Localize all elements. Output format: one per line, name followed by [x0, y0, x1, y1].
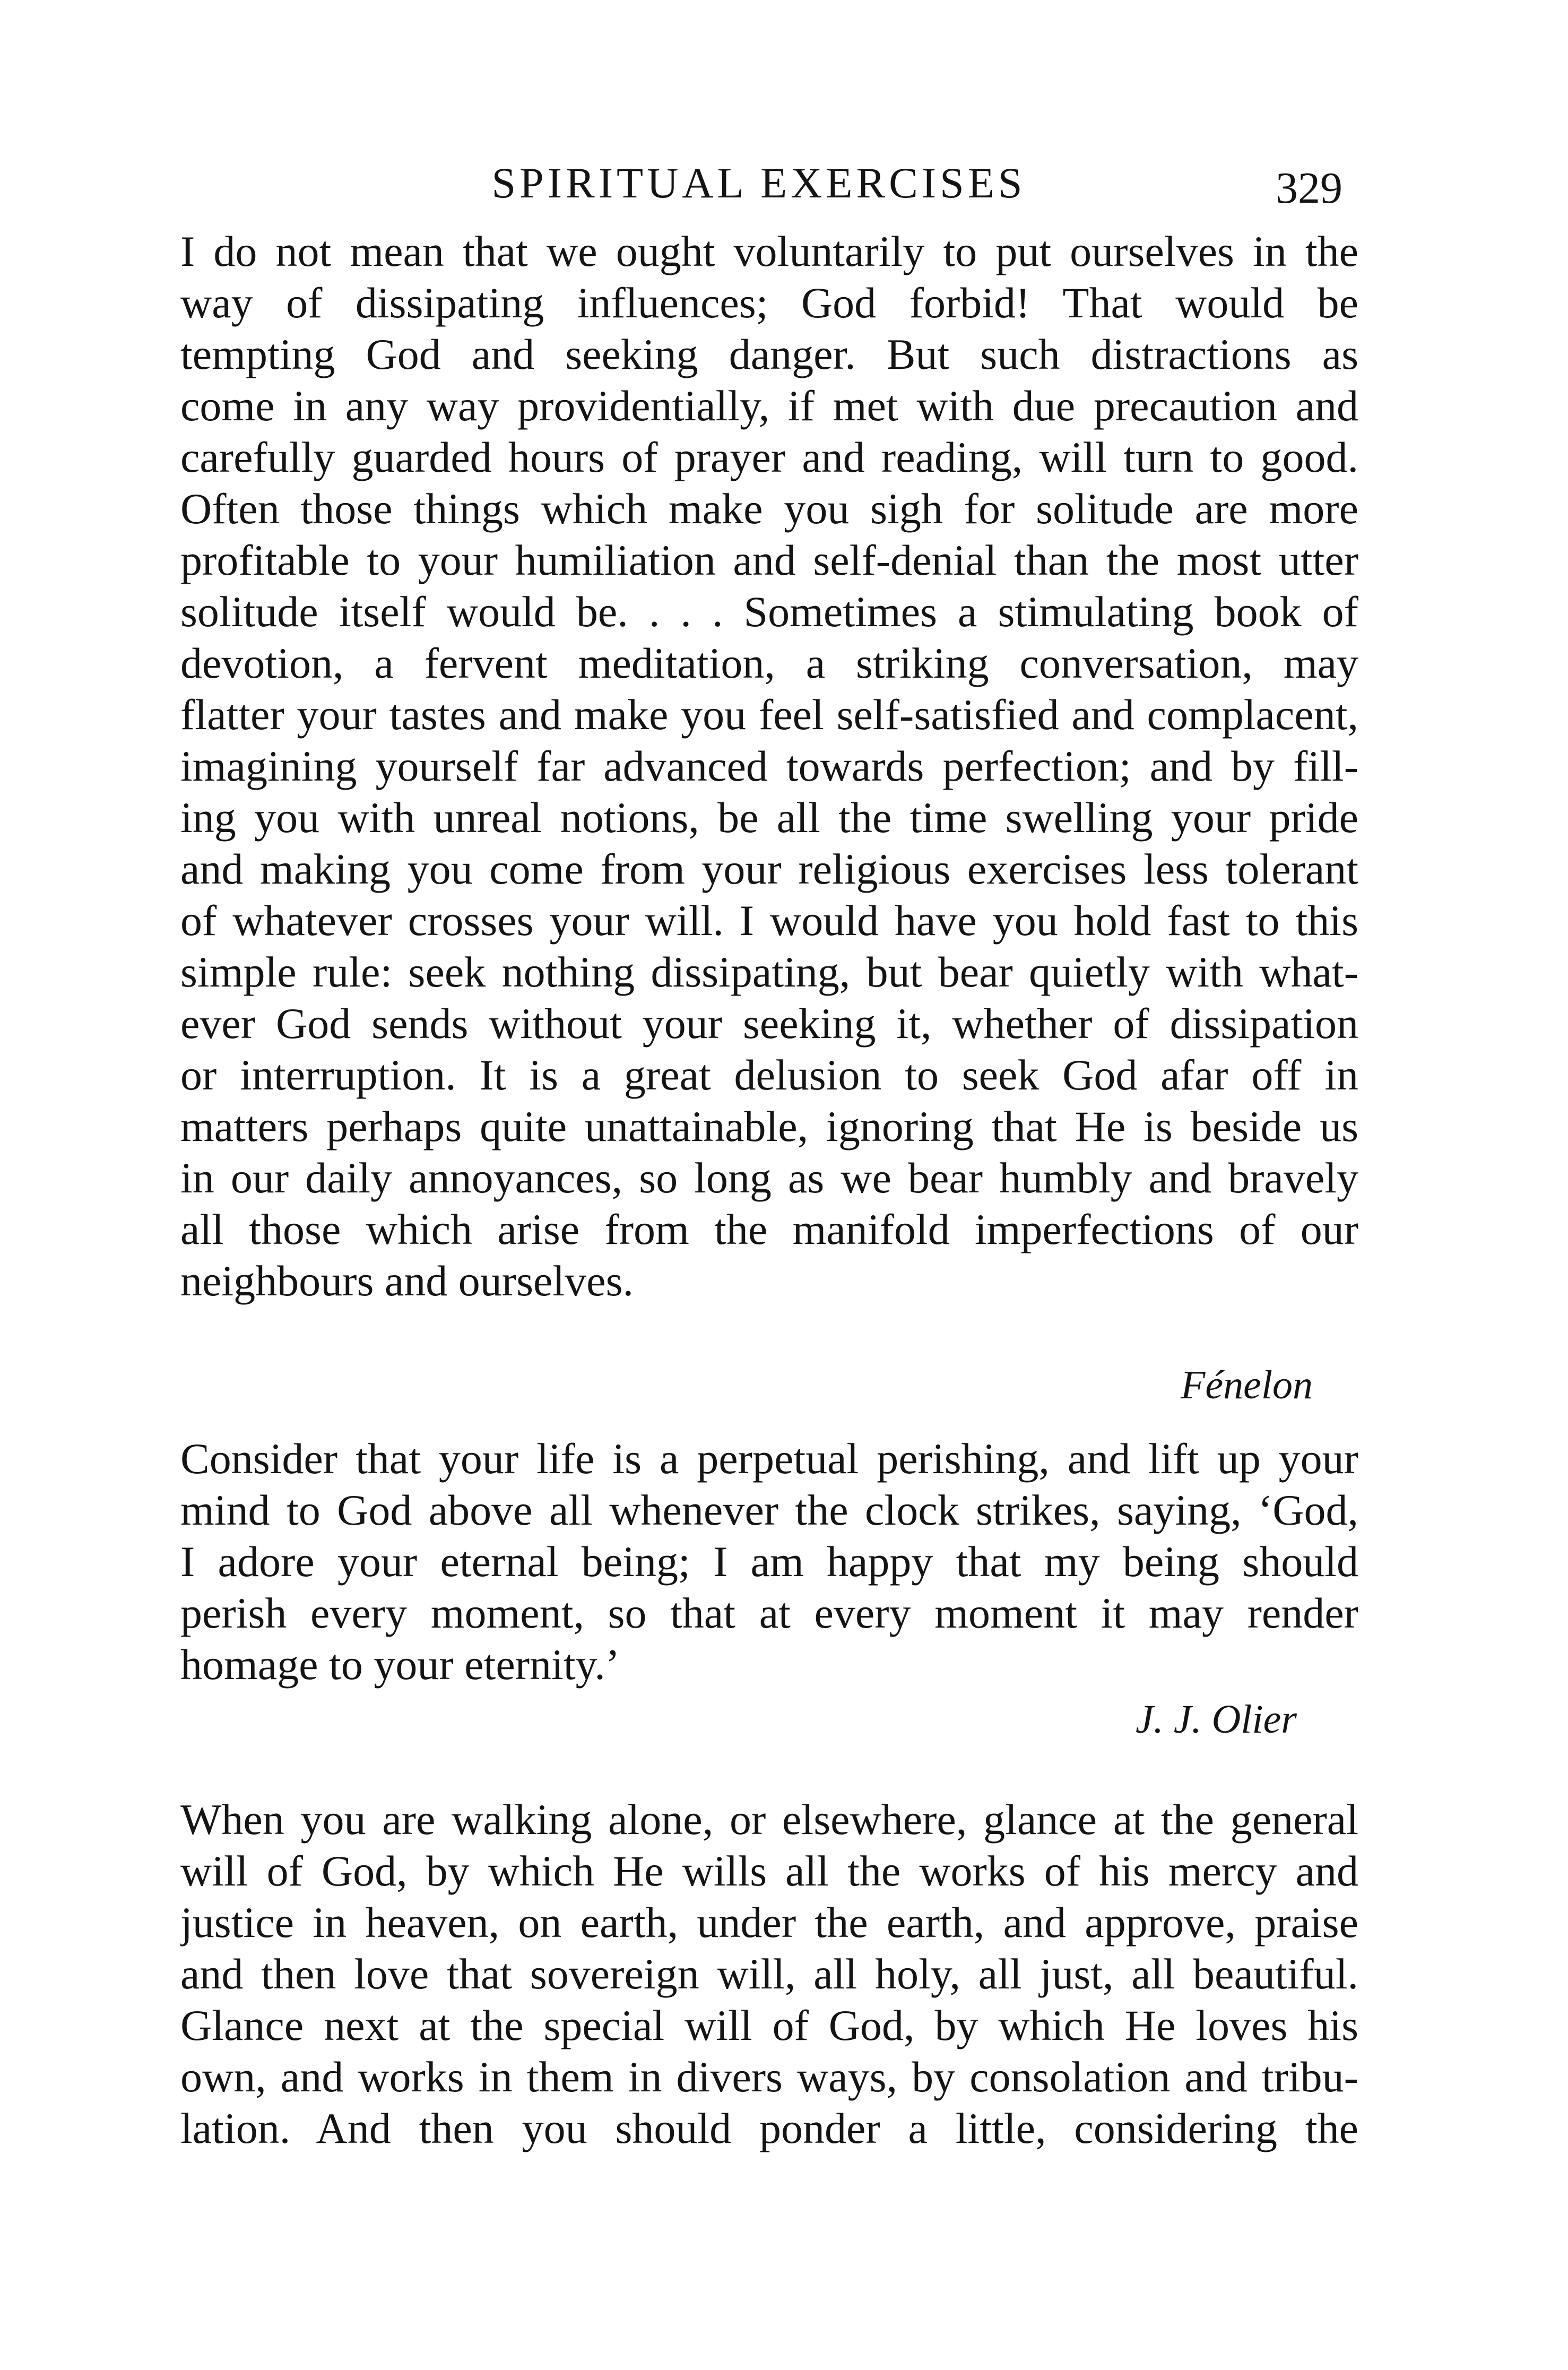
text-line: profitable to your humiliation and self-denial than the most utter	[180, 536, 1358, 584]
text-line: come in any way providentially, if met with due precaution and	[180, 382, 1358, 430]
text-line: When you are walking alone, or elsewhere, glance at the general	[180, 1795, 1358, 1844]
text-line: simple rule: seek nothing dissipating, but bear quietly with what-	[180, 948, 1358, 996]
text-line: Consider that your life is a perpetual perishing, and lift up your	[180, 1434, 1358, 1483]
text-line: will of God, by which He wills all the works of his mercy and	[180, 1847, 1358, 1895]
text-line: ing you with unreal notions, be all the time swelling your pride	[180, 793, 1358, 842]
passage-will-of-god	[180, 1794, 1358, 2154]
text-line: I adore your eternal being; I am happy that my being should	[180, 1537, 1358, 1586]
text-line: solitude itself would be. . . . Sometimes a stimulating book of	[180, 587, 1358, 636]
text-line: and then love that sovereign will, all holy, all just, all beautiful.	[180, 1950, 1358, 1998]
attribution-olier: J. J. Olier	[1136, 1697, 1297, 1742]
text-line: tempting God and seeking danger. But such distractions as	[180, 330, 1358, 378]
text-line: or interruption. It is a great delusion to seek God afar off in	[180, 1051, 1358, 1099]
text-line: lation. And then you should ponder a little, considering the	[180, 2104, 1358, 2152]
passage-olier	[180, 1433, 1358, 1690]
text-line: and making you come from your religious exercises less tolerant	[180, 845, 1358, 893]
passage-fenelon	[180, 226, 1358, 1307]
text-line: way of dissipating influences; God forbid! That would be	[180, 279, 1358, 327]
running-title: SPIRITUAL EXERCISES	[491, 159, 1026, 207]
text-line: matters perhaps quite unattainable, ignoring that He is beside us	[180, 1102, 1358, 1151]
text-line: carefully guarded hours of prayer and reading, will turn to good.	[180, 433, 1358, 481]
running-head	[180, 154, 1342, 213]
text-line: homage to your eternity.’	[180, 1640, 620, 1689]
text-line: Glance next at the special will of God, by which He loves his	[180, 2001, 1358, 2049]
text-line: neighbours and ourselves.	[180, 1257, 634, 1305]
text-line: devotion, a fervent meditation, a striking conversation, may	[180, 639, 1358, 687]
text-line: imagining yourself far advanced towards perfection; and by fill-	[180, 742, 1358, 790]
attribution-fenelon: Fénelon	[1181, 1363, 1313, 1407]
text-line: I do not mean that we ought voluntarily to put ourselves in the	[180, 227, 1358, 275]
text-line: mind to God above all whenever the clock strikes, saying, ‘God,	[180, 1486, 1358, 1534]
text-line: flatter your tastes and make you feel self-satisfied and complacent,	[180, 690, 1358, 739]
text-line: in our daily annoyances, so long as we bear humbly and bravely	[180, 1154, 1358, 1202]
text-line: own, and works in them in divers ways, by consolation and tribu-	[180, 2053, 1358, 2101]
text-line: perish every moment, so that at every moment it may render	[180, 1589, 1358, 1637]
text-line: ever God sends without your seeking it, whether of dissipation	[180, 999, 1358, 1048]
text-line: justice in heaven, on earth, under the earth, and approve, praise	[180, 1898, 1358, 1947]
text-line: all those which arise from the manifold imperfections of our	[180, 1205, 1358, 1253]
text-line: Often those things which make you sigh for solitude are more	[180, 485, 1358, 533]
text-line: of whatever crosses your will. I would have you hold fast to this	[180, 896, 1358, 945]
page-number: 329	[1276, 163, 1342, 213]
